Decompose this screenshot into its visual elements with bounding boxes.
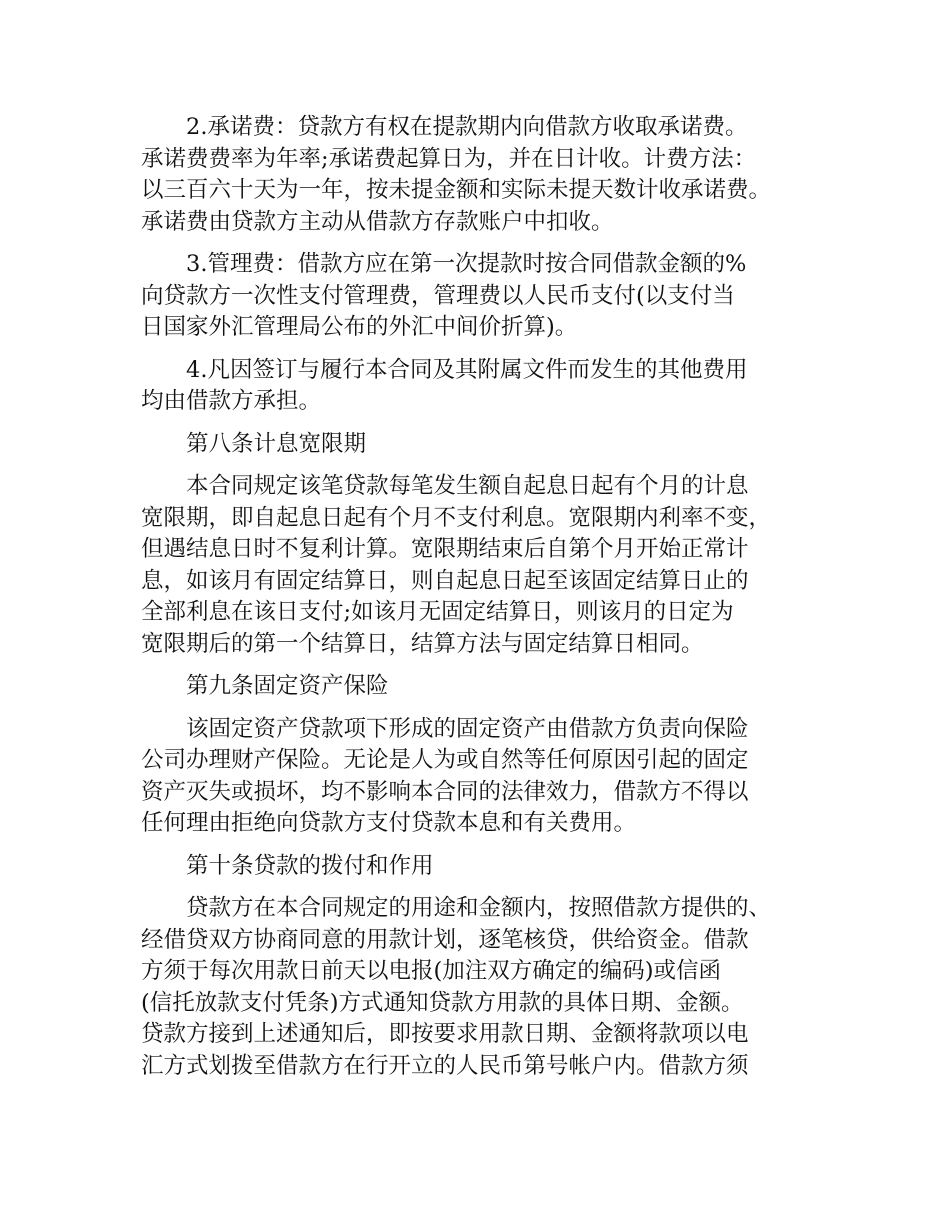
text-line: 承诺费费率为年率;承诺费起算日为，并在日计收。计费方法：: [141, 145, 757, 172]
section-heading: [141, 851, 811, 883]
text-line: 任何理由拒绝向贷款方支付贷款本息和有关费用。: [141, 810, 637, 836]
text-line: 宽限期，即自起息日起有个月不支付利息。宽限期内利率不变，: [141, 504, 772, 531]
paragraph: [141, 355, 811, 418]
text-line: 息，如该月有固定结算日，则自起息日起至该固定结算日止的: [141, 567, 749, 594]
text-line: 本合同规定该笔贷款每笔发生额自起息日起有个月的计息: [186, 473, 749, 499]
text-line: 以三百六十天为一年，按未提金额和实际未提天数计收承诺费。: [141, 177, 772, 203]
paragraph: [141, 249, 811, 344]
paragraph: [141, 893, 811, 1082]
text-line: 该固定资产贷款项下形成的固定资产由借款方负责向保险: [186, 715, 749, 742]
text-line: 日国家外汇管理局公布的外汇中间价折算)。: [141, 314, 578, 340]
text-line: 全部利息在该日支付;如该月无固定结算日，则该月的日定为: [141, 599, 734, 625]
section-heading: [141, 429, 811, 461]
text-line: 第十条贷款的拨付和作用: [186, 852, 434, 879]
text-line: 3.管理费：借款方应在第一次提款时按合同借款金额的%: [186, 251, 747, 277]
section-heading: [141, 671, 811, 703]
text-line: 经借贷双方协商同意的用款计划，逐笔核贷，供给资金。借款: [141, 926, 749, 953]
text-line: 资产灭失或损坏，均不影响本合同的法律效力，借款方不得以: [141, 778, 749, 805]
text-line: 宽限期后的第一个结算日，结算方法与固定结算日相同。: [141, 630, 704, 657]
text-line: 4.凡因签订与履行本合同及其附属文件而发生的其他费用: [186, 356, 748, 383]
text-line: (信托放款支付凭条)方式通知贷款方用款的具体日期、金额。: [141, 989, 744, 1016]
text-line: 承诺费由贷款方主动从借款方存款账户中扣收。: [141, 208, 614, 235]
text-line: 贷款方在本合同规定的用途和金额内，按照借款方提供的、: [186, 895, 772, 921]
document-body: [141, 112, 811, 1093]
text-line: 但遇结息日时不复利计算。宽限期结束后自第个月开始正常计: [141, 536, 749, 562]
text-line: 向贷款方一次性支付管理费，管理费以人民币支付(以支付当: [141, 282, 735, 309]
paragraph: [141, 112, 811, 238]
text-line: 方须于每次用款日前天以电报(加注双方确定的编码)或信函: [141, 958, 722, 984]
paragraph: [141, 471, 811, 660]
text-line: 汇方式划拨至借款方在行开立的人民币第号帐户内。借款方须: [141, 1052, 749, 1079]
text-line: 均由借款方承担。: [141, 388, 322, 414]
text-line: 公司办理财产保险。无论是人为或自然等任何原因引起的固定: [141, 747, 749, 773]
text-line: 第八条计息宽限期: [186, 430, 367, 457]
text-line: 2.承诺费：贷款方有权在提款期内向借款方收取承诺费。: [186, 114, 748, 140]
text-line: 贷款方接到上述通知后，即按要求用款日期、金额将款项以电: [141, 1021, 749, 1047]
paragraph: [141, 714, 811, 840]
text-line: 第九条固定资产保险: [186, 673, 389, 699]
